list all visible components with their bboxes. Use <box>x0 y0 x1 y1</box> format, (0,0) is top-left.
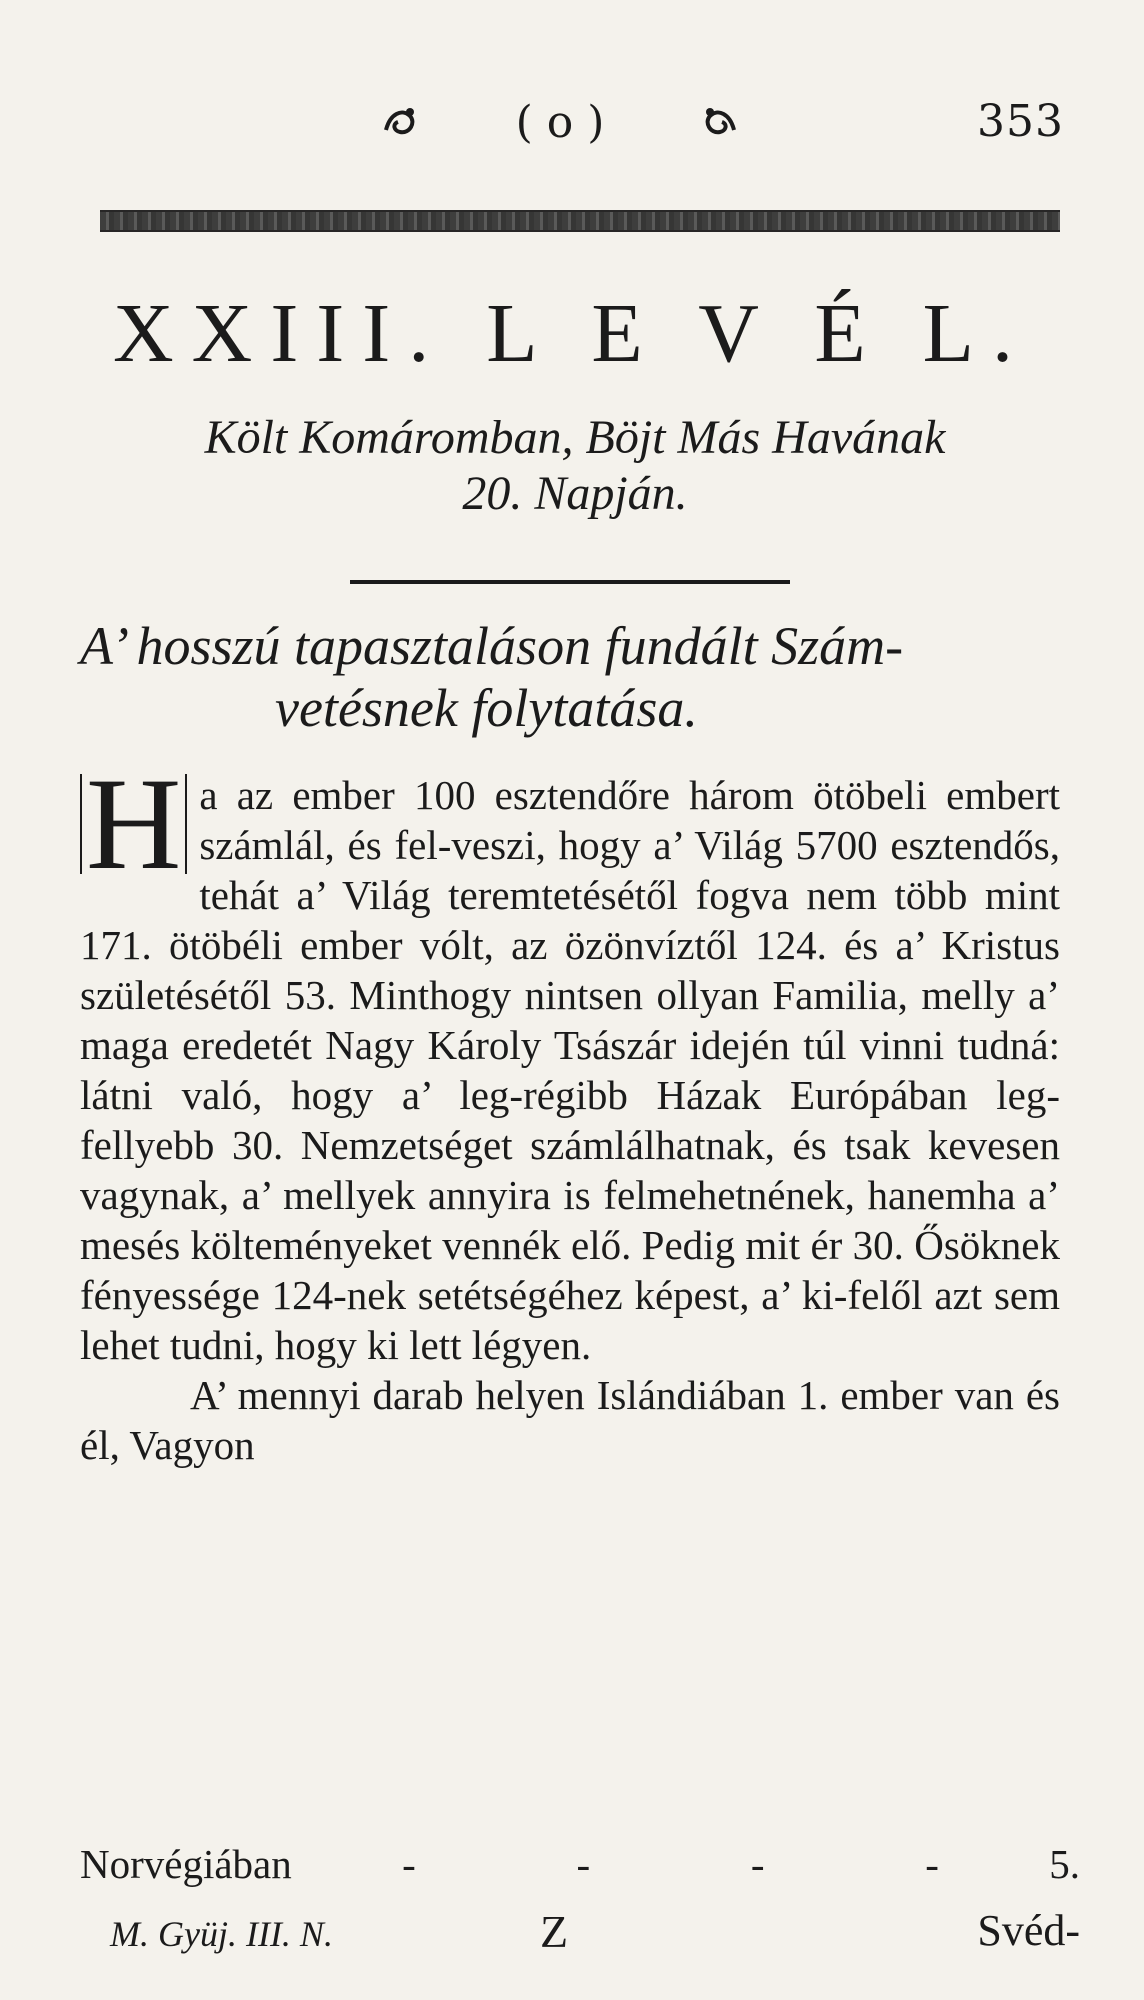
stat-country: Norvégiában <box>80 1841 292 1887</box>
section-rule <box>350 580 790 584</box>
signature-mark: M. Gyüj. III. N. <box>110 1914 333 1954</box>
dateline-line-1: Költ Komáromban, Böjt Más Havának <box>204 411 946 464</box>
letter-dateline <box>90 410 1060 522</box>
stat-dash: - <box>925 1841 939 1887</box>
paragraph-1 <box>80 750 1060 1370</box>
stat-dash: - <box>402 1841 416 1887</box>
body-text <box>80 750 1060 1470</box>
paragraph-1-text: a az ember 100 esztendőre három ötöbeli embert számlál, és fel-veszi, hogy a’ Világ 5700 esztendős, tehát a’ Világ teremtetésétől fogva nem több mint 171. ötöbéli ember vólt, az özönvíztől 124. és a’ Kristus születésétől 53. Minthogy nintsen ollyan Familia, melly a’ maga eredetét Nagy Károly Tsászár idején túl vinni tudná: látni való, hogy a’ leg-régibb Házak Európában leg-fellyebb 30. Nemzetséget számlálhatnak, és tsak kevesen vagynak, a’ mellyek annyira is felmehetnének, hanemha a’ mesés költeményeket vennék elő. Pedig mit ér 30. Ősöknek fényessége 124-nek setétségéhez képest, a’ ki-felől azt sem lehet tudni, hogy ki lett légyen. <box>80 772 1060 1368</box>
stat-dashes <box>322 1840 1020 1888</box>
page-footer <box>80 1905 1080 1965</box>
page-header <box>380 92 740 152</box>
catchword: Svéd- <box>977 1906 1080 1955</box>
fleuron-left-icon <box>380 100 424 144</box>
page-number: 353 <box>977 96 1064 147</box>
dateline-line-2: 20. Napján. <box>462 467 688 520</box>
stat-dash: - <box>576 1841 591 1887</box>
top-ornamental-rule <box>100 210 1060 232</box>
heading-line-1: A’ hosszú tapasztaláson fundált Szám- <box>80 616 904 676</box>
stat-line-norway <box>80 1840 1080 1888</box>
fleuron-right-icon <box>696 100 740 144</box>
header-marker: ( o ) <box>515 96 605 148</box>
paragraph-2: A’ mennyi darab helyen Islándiában 1. ember van és él, Vagyon <box>80 1372 1060 1468</box>
letter-heading <box>80 615 1060 739</box>
heading-line-2: vetésnek folytatása. <box>275 678 698 738</box>
stat-value: 5. <box>1049 1841 1080 1887</box>
letter-title: XXIII. L E V É L. <box>113 287 1031 380</box>
gathering-mark: Z <box>540 1906 569 1957</box>
drop-cap: H <box>80 774 187 874</box>
stat-dash: - <box>750 1841 765 1887</box>
